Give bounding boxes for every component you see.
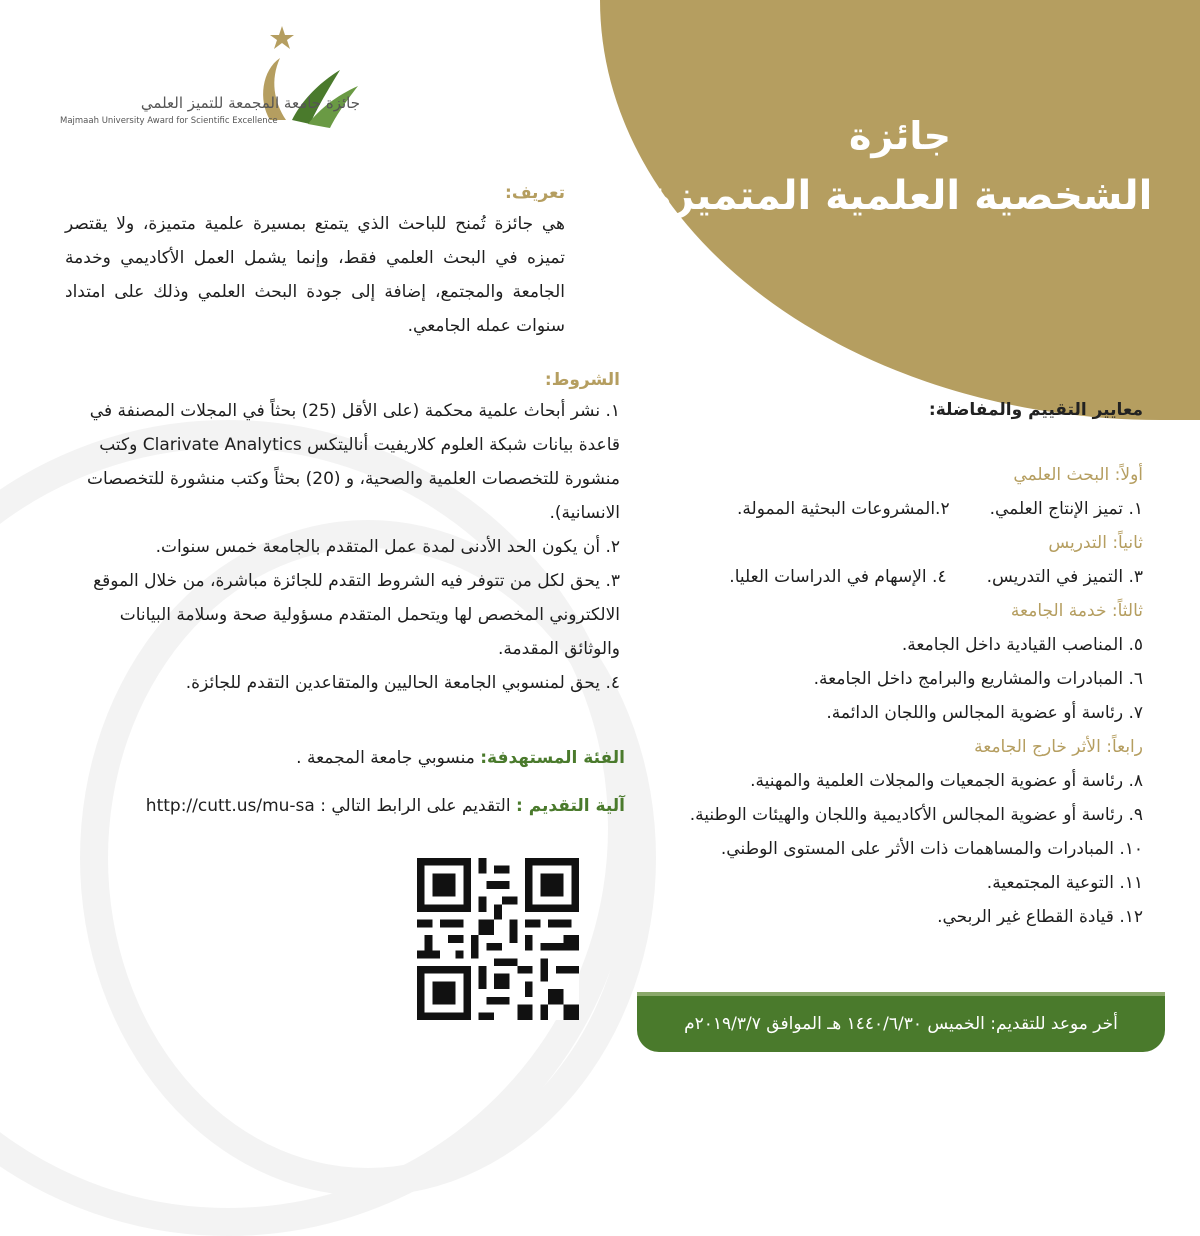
criteria-row <box>643 492 1143 526</box>
criteria-item: ٧. رئاسة أو عضوية المجالس واللجان الدائمة. <box>826 703 1143 723</box>
criteria-section <box>643 400 1143 934</box>
conditions-heading: الشروط: <box>544 370 620 390</box>
target-value: منسوبي جامعة المجمعة . <box>296 748 475 768</box>
title-line-1: جائزة <box>849 114 951 158</box>
criteria-item: ٨. رئاسة أو عضوية الجمعيات والمجلات العلمية والمهنية. <box>750 771 1143 791</box>
apply-link[interactable]: http://cutt.us/mu-sa <box>145 796 315 816</box>
apply-label: آلية التقديم : <box>515 796 625 816</box>
condition-item: ٣. يحق لكل من تتوفر فيه الشروط التقدم للجائزة مباشرة، من خلال الموقع الالكتروني المخصص لها ويتحمل المتقدم مسؤولية صحة وسلامة البيانات والوثائق المقدمة. <box>93 571 620 659</box>
criteria-item: ٣. التميز في التدريس. <box>986 567 1143 587</box>
logo-english-text: Majmaah University Award for Scientific Excellence <box>60 116 278 126</box>
criteria-heading: معايير التقييم والمفاضلة: <box>928 400 1143 420</box>
criteria-section-title: ثانياً: التدريس <box>1048 533 1143 553</box>
criteria-item: ١١. التوعية المجتمعية. <box>986 873 1143 893</box>
condition-item: ١. نشر أبحاث علمية محكمة (على الأقل (25) بحثاً في المجلات المصنفة في قاعدة بيانات شبكة العلوم كلاريفيت أناليتكس Clarivate Analytics وكتب منشورة للتخصصات العلمية والصحية، و (20) بحثاً وكتب منشورة للتخصصات الانسانية). <box>86 401 620 523</box>
criteria-section-title: رابعاً: الأثر خارج الجامعة <box>974 737 1143 757</box>
criteria-section-title: ثالثاً: خدمة الجامعة <box>1010 601 1143 621</box>
qr-code-icon[interactable] <box>417 858 579 1020</box>
criteria-item: ٤. الإسهام في الدراسات العليا. <box>729 567 947 587</box>
criteria-section-title: أولاً: البحث العلمي <box>1013 465 1143 485</box>
criteria-item: ٦. المبادرات والمشاريع والبرامج داخل الجامعة. <box>813 669 1143 689</box>
award-logo <box>60 20 360 135</box>
logo-arabic-text: جائزة جامعة المجمعة للتميز العلمي <box>140 94 360 112</box>
criteria-item: ١٠. المبادرات والمساهمات ذات الأثر على المستوى الوطني. <box>720 839 1143 859</box>
definition-section <box>65 183 565 343</box>
criteria-item: ١٢. قيادة القطاع غير الربحي. <box>937 907 1143 927</box>
criteria-row <box>643 560 1143 594</box>
page-title <box>630 110 1170 224</box>
conditions-section <box>65 370 620 700</box>
criteria-item: ١. تميز الإنتاج العلمي. <box>989 499 1143 519</box>
apply-value: التقديم على الرابط التالي : <box>320 796 511 816</box>
award-emblem-icon <box>240 20 360 130</box>
application-method <box>65 796 625 816</box>
definition-heading: تعريف: <box>505 183 565 203</box>
criteria-item: ٢.المشروعات البحثية الممولة. <box>737 499 950 519</box>
title-line-2: الشخصية العلمية المتميزة <box>647 173 1153 219</box>
deadline-banner <box>637 996 1165 1052</box>
target-group <box>65 748 625 768</box>
condition-item: ٤. يحق لمنسوبي الجامعة الحاليين والمتقاعدين التقدم للجائزة. <box>185 673 620 693</box>
criteria-item: ٩. رئاسة أو عضوية المجالس الأكاديمية واللجان والهيئات الوطنية. <box>689 805 1143 825</box>
target-label: الفئة المستهدفة: <box>480 748 625 768</box>
condition-item: ٢. أن يكون الحد الأدنى لمدة عمل المتقدم بالجامعة خمس سنوات. <box>155 537 620 557</box>
deadline-text: أخر موعد للتقديم: الخميس ١٤٤٠/٦/٣٠ هـ الموافق ٢٠١٩/٣/٧م <box>684 1014 1118 1034</box>
criteria-item: ٥. المناصب القيادية داخل الجامعة. <box>901 635 1143 655</box>
definition-text: هي جائزة تُمنح للباحث الذي يتمتع بمسيرة علمية متميزة، ولا يقتصر تميزه في البحث العلمي فقط، وإنما يشمل العمل الأكاديمي وخدمة الجامعة والمجتمع، إضافة إلى جودة البحث العلمي وذلك على امتداد سنوات عمله الجامعي. <box>65 214 565 336</box>
